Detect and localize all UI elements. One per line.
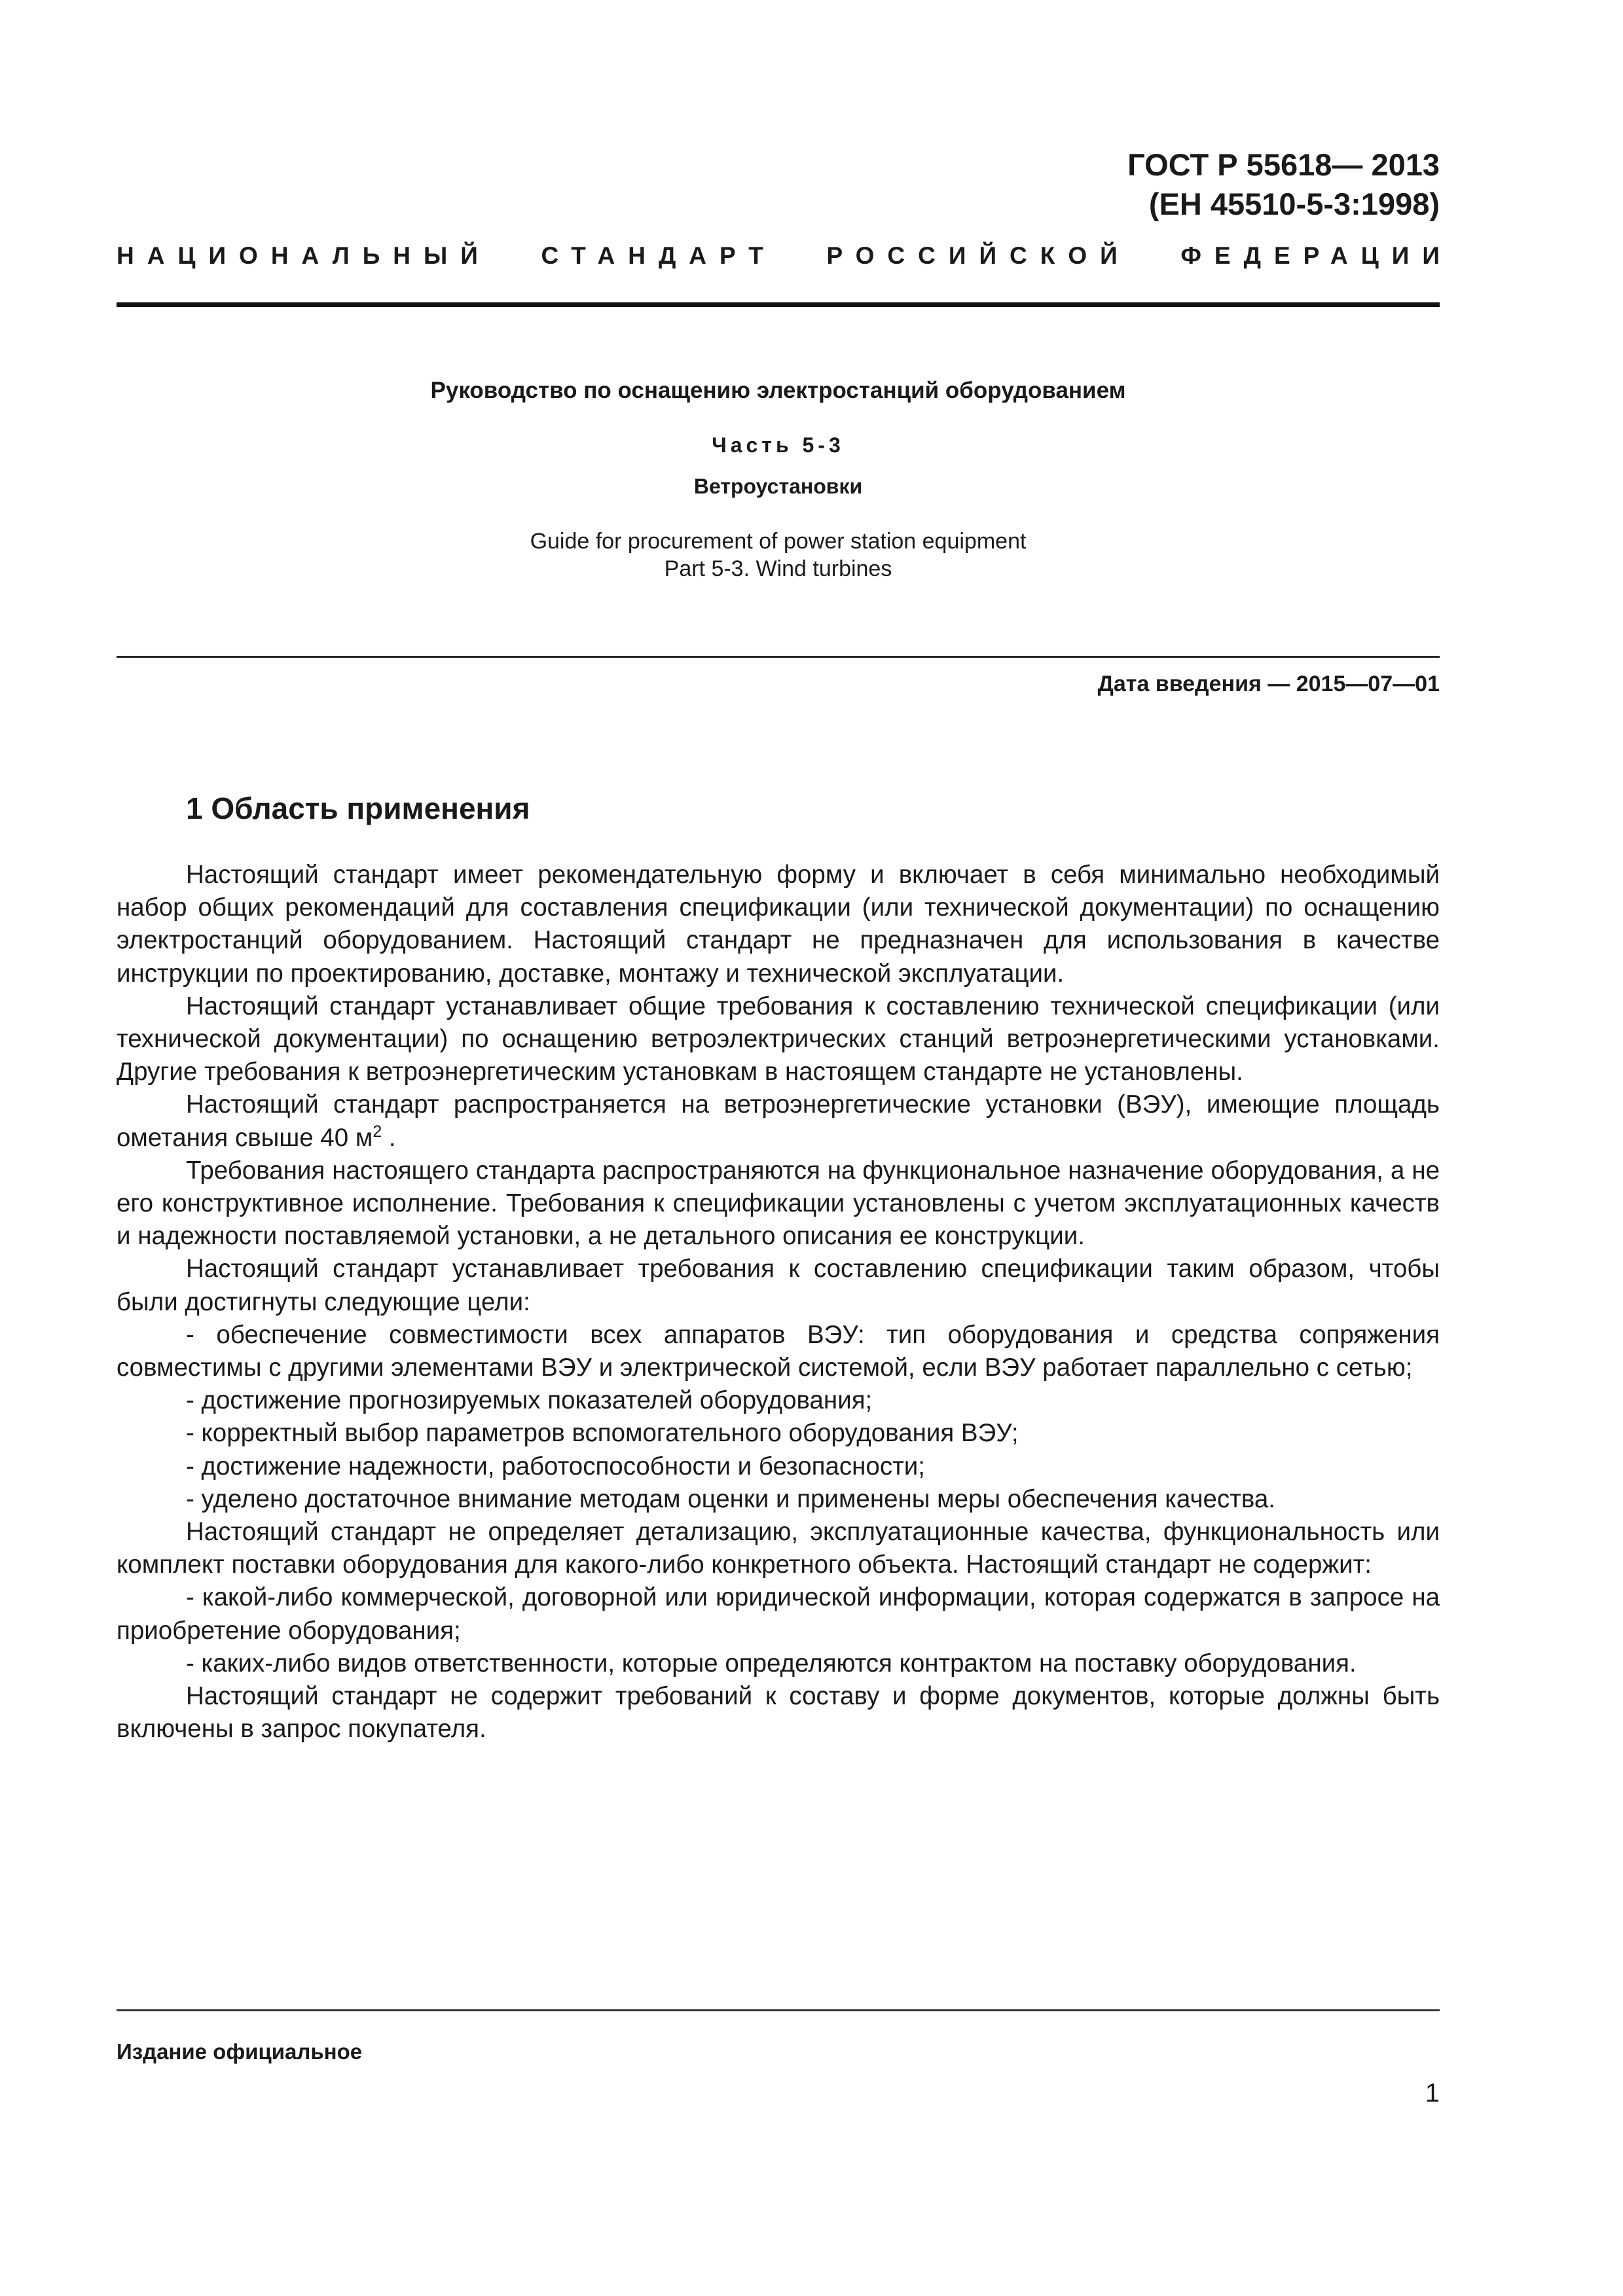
national-word: ФЕДЕРАЦИИ [1180,242,1453,269]
national-word: НАЦИОНАЛЬНЫЙ [117,242,491,269]
list-item: - каких-либо видов ответственности, которые определяются контрактом на поставку оборудования. [186,1649,1357,1677]
national-standard-line [117,242,1453,270]
paragraph: Требования настоящего стандарта распространяются на функциональное назначение оборудования, а не его конструктивное исполнение. Требования к спецификации установлены с учетом эксплуатационных качеств и надежности поставляемой установки, а не детального описания ее конструкции. [117,1156,1440,1251]
paragraph: Настоящий стандарт имеет рекомендательную форму и включает в себя минимально необходимый набор общих рекомендаций для составления спецификации (или технической документации) по оснащению электростанций оборудованием. Настоящий стандарт не предназначен для использования в качестве инструкции по проектированию, доставке, монтажу и технической эксплуатации. [117,861,1440,988]
paragraph-text: Настоящий стандарт распространяется на ветроэнергетические установки (ВЭУ), имеющие площадь ометания свыше 40 м [117,1090,1440,1152]
paragraph-suffix: . [382,1123,396,1152]
superscript: 2 [373,1122,382,1141]
national-word: РОССИЙСКОЙ [826,242,1131,269]
section-body [117,859,1440,1746]
standard-number: ГОСТ Р 55618— 2013 [1127,147,1440,182]
english-title [117,528,1440,583]
header-divider [117,302,1440,307]
list-item: - какой-либо коммерческой, договорной или юридической информации, которая содержатся в запросе на приобретение оборудования; [117,1583,1440,1645]
paragraph: Настоящий стандарт устанавливает требования к составлению спецификации таким образом, чтобы были достигнуты следующие цели: [117,1255,1440,1316]
paragraph: Настоящий стандарт не определяет детализацию, эксплуатационные качества, функциональность или комплект поставки оборудования для какого-либо конкретного объекта. Настоящий стандарт не содержит: [117,1518,1440,1579]
list-item: - достижение прогнозируемых показателей оборудования; [186,1386,873,1415]
section-heading: 1 Область применения [186,791,530,825]
standard-number-block [1127,145,1440,224]
title-divider [117,656,1440,658]
document-subtitle: Ветроустановки [693,475,863,498]
introduction-date: Дата введения — 2015—07—01 [1097,672,1440,696]
edition-label: Издание официальное [117,2039,363,2064]
title-block [117,374,1440,583]
standard-equivalent: (ЕН 45510-5-3:1998) [1148,187,1440,221]
page-number: 1 [1425,2079,1440,2108]
document-part: Часть 5-3 [712,433,845,457]
paragraph [117,1088,1440,1154]
english-title-line: Guide for procurement of power station equipment [530,529,1027,554]
paragraph: Настоящий стандарт не содержит требований к составу и форме документов, которые должны быть включены в запрос покупателя. [117,1682,1440,1744]
list-item: - достижение надежности, работоспособности и безопасности; [186,1452,925,1480]
list-item: - уделено достаточное внимание методам оценки и применены меры обеспечения качества. [186,1484,1275,1513]
document-title: Руководство по оснащению электростанций оборудованием [430,378,1126,403]
list-item: - корректный выбор параметров вспомогательного оборудования ВЭУ; [186,1419,1019,1448]
paragraph: Настоящий стандарт устанавливает общие требования к составлению технической спецификации (или технической документации) по оснащению ветроэлектрических станций ветроэнергетическими установками. Другие требования к ветроэнергетическим установкам в настоящем стандарте не установлены. [117,992,1440,1086]
national-word: СТАНДАРТ [541,242,776,269]
list-item: - обеспечение совместимости всех аппаратов ВЭУ: тип оборудования и средства сопряжения совместимы с другими элементами ВЭУ и электрической системой, если ВЭУ работает параллельно с сетью; [117,1320,1440,1382]
english-title-line: Part 5-3. Wind turbines [664,556,892,581]
footer-divider [117,2009,1440,2011]
